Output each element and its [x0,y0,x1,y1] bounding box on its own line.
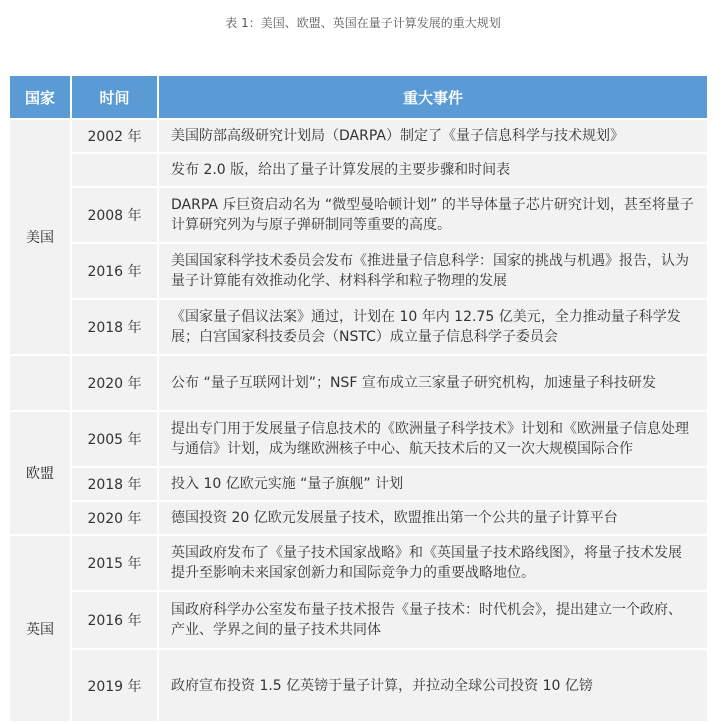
table-row [10,411,707,467]
table-row [10,119,707,153]
year-cell: 2016 年 [71,591,158,649]
event-cell: 公布 “量子互联网计划”；NSF 宣布成立三家量子研究机构，加速量子科技研发 [158,355,707,411]
table-row [10,153,707,187]
table-row [10,355,707,411]
year-cell: 2016 年 [71,243,158,299]
table-row [10,535,707,591]
year-cell: 2002 年 [71,119,158,153]
country-cell-eu: 欧盟 [10,411,71,535]
event-cell: 《国家量子倡议法案》通过，计划在 10 年内 12.75 亿美元，全力推动量子科学发展；白宫国家科技委员会（NSTC）成立量子信息科学子委员会 [158,299,707,355]
year-cell: 2020 年 [71,355,158,411]
header-country: 国家 [10,76,71,119]
header-year: 时间 [71,76,158,119]
event-cell: 投入 10 亿欧元实施 “量子旗舰” 计划 [158,467,707,501]
table-row [10,187,707,243]
country-cell-usa: 美国 [10,119,71,355]
table-row [10,243,707,299]
event-cell: 发布 2.0 版，给出了量子计算发展的主要步骤和时间表 [158,153,707,187]
year-cell: 2005 年 [71,411,158,467]
event-cell: 政府宣布投资 1.5 亿英镑于量子计算，并拉动全球公司投资 10 亿镑 [158,649,707,721]
year-cell: 2008 年 [71,187,158,243]
country-cell-uk: 英国 [10,535,71,721]
table-row [10,467,707,501]
event-cell: 英国政府发布了《量子技术国家战略》和《英国量子技术路线图》，将量子技术发展提升至影响未来国家创新力和国际竞争力的重要战略地位。 [158,535,707,591]
header-event: 重大事件 [158,76,707,119]
year-cell: 2015 年 [71,535,158,591]
event-cell: 国政府科学办公室发布量子技术报告《量子技术：时代机会》，提出建立一个政府、产业、学界之间的量子技术共同体 [158,591,707,649]
year-cell [71,153,158,187]
year-cell: 2019 年 [71,649,158,721]
table-row [10,501,707,535]
country-cell [10,355,71,411]
quantum-plans-table [10,76,707,721]
table-caption: 表 1：美国、欧盟、英国在量子计算发展的重大规划 [225,16,501,30]
event-cell: 美国国家科学技术委员会发布《推进量子信息科学：国家的挑战与机遇》报告，认为量子计算能有效推动化学、材料科学和粒子物理的发展 [158,243,707,299]
event-cell: DARPA 斥巨资启动名为 “微型曼哈顿计划” 的半导体量子芯片研究计划，甚至将量子计算研究列为与原子弹研制同等重要的高度。 [158,187,707,243]
year-cell: 2020 年 [71,501,158,535]
event-cell: 德国投资 20 亿欧元发展量子技术，欧盟推出第一个公共的量子计算平台 [158,501,707,535]
year-cell: 2018 年 [71,299,158,355]
table-row [10,299,707,355]
event-cell: 美国防部高级研究计划局（DARPA）制定了《量子信息科学与技术规划》 [158,119,707,153]
year-cell: 2018 年 [71,467,158,501]
table-row [10,649,707,721]
table-row [10,591,707,649]
table-header-row [10,76,707,119]
event-cell: 提出专门用于发展量子信息技术的《欧洲量子科学技术》计划和《欧洲量子信息处理与通信》计划，成为继欧洲核子中心、航天技术后的又一次大规模国际合作 [158,411,707,467]
